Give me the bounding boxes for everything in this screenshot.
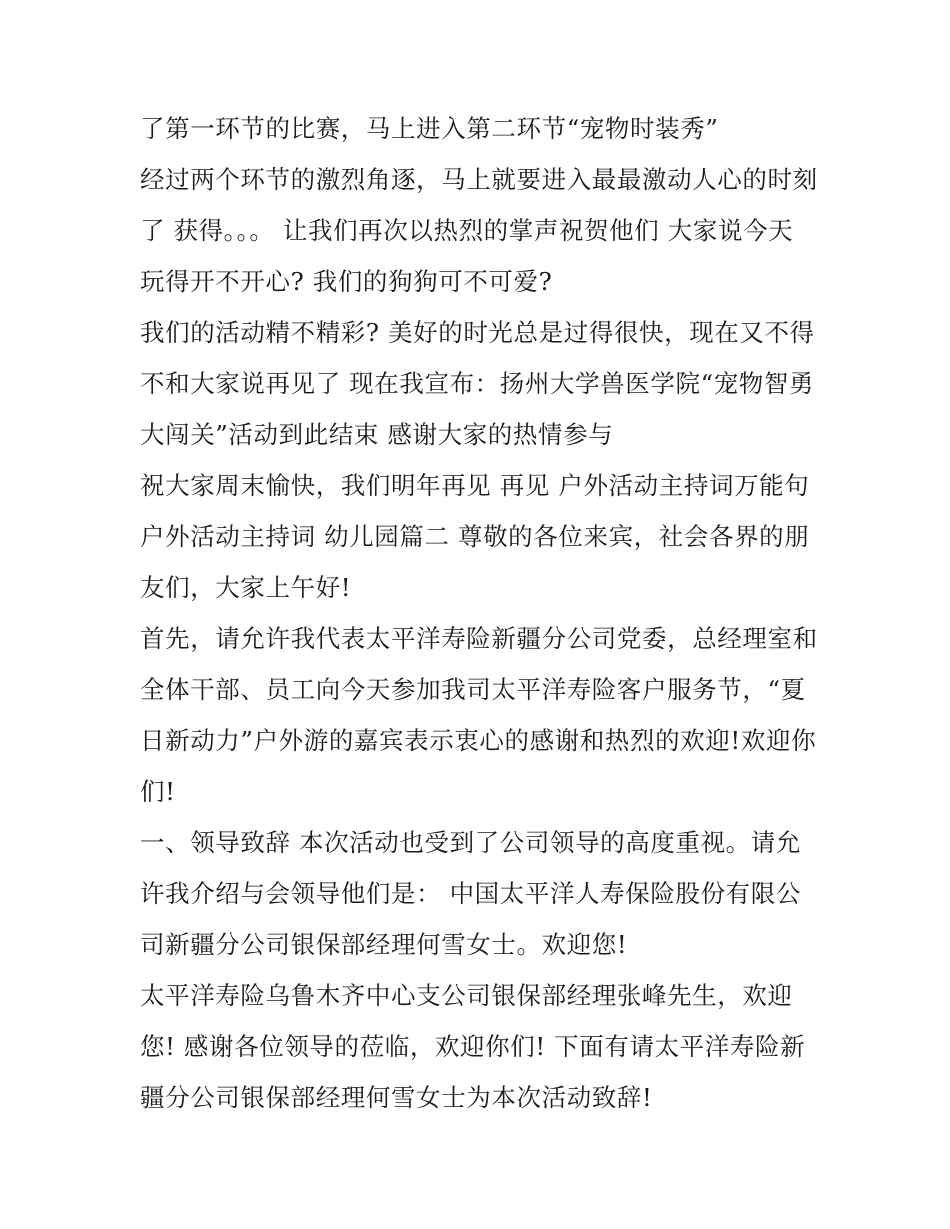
text-line-6: 不和大家说再见了 现在我宣布：扬州大学兽医学院“宠物智勇 (140, 369, 815, 398)
text-line-11: 首先，请允许我代表太平洋寿险新疆分公司党委，总经理室和 (140, 624, 818, 653)
text-line-12: 全体干部、员工向今天参加我司太平洋寿险客户服务节，“夏 (140, 675, 806, 704)
text-line-10: 友们，大家上午好! (140, 573, 352, 602)
text-line-9: 户外活动主持词 幼儿园篇二 尊敬的各位来宾，社会各界的朋 (140, 522, 810, 551)
text-line-18: 太平洋寿险乌鲁木齐中心支公司银保部经理张峰先生，欢迎 (140, 981, 793, 1010)
text-line-8: 祝大家周末愉快，我们明年再见 再见 户外活动主持词万能句 (140, 471, 810, 500)
text-line-15: 一、领导致辞 本次活动也受到了公司领导的高度重视。请允 (140, 828, 801, 857)
text-line-5: 我们的活动精不精彩? 美好的时光总是过得很快，现在又不得 (140, 318, 815, 347)
text-line-17: 司新疆分公司银保部经理何雪女士。欢迎您! (140, 930, 628, 959)
text-line-16: 许我介绍与会领导他们是： 中国太平洋人寿保险股份有限公 (140, 879, 801, 908)
text-line-7: 大闯关”活动到此结束 感谢大家的热情参与 (140, 420, 614, 449)
text-line-20: 疆分公司银保部经理何雪女士为本次活动致辞! (140, 1083, 653, 1112)
text-line-3: 了 获得。。。 让我们再次以热烈的掌声祝贺他们 大家说今天 (140, 216, 794, 245)
text-line-13: 日新动力”户外游的嘉宾表示衷心的感谢和热烈的欢迎!欢迎你 (140, 726, 817, 755)
text-line-1: 了第一环节的比赛，马上进入第二环节“宠物时装秀” (140, 114, 719, 143)
text-line-19: 您! 感谢各位领导的莅临，欢迎你们! 下面有请太平洋寿险新 (140, 1032, 806, 1061)
text-line-2: 经过两个环节的激烈角逐，马上就要进入最最激动人心的时刻 (140, 165, 818, 194)
text-line-4: 玩得开不开心? 我们的狗狗可不可爱? (140, 267, 553, 296)
text-line-14: 们! (140, 777, 176, 806)
